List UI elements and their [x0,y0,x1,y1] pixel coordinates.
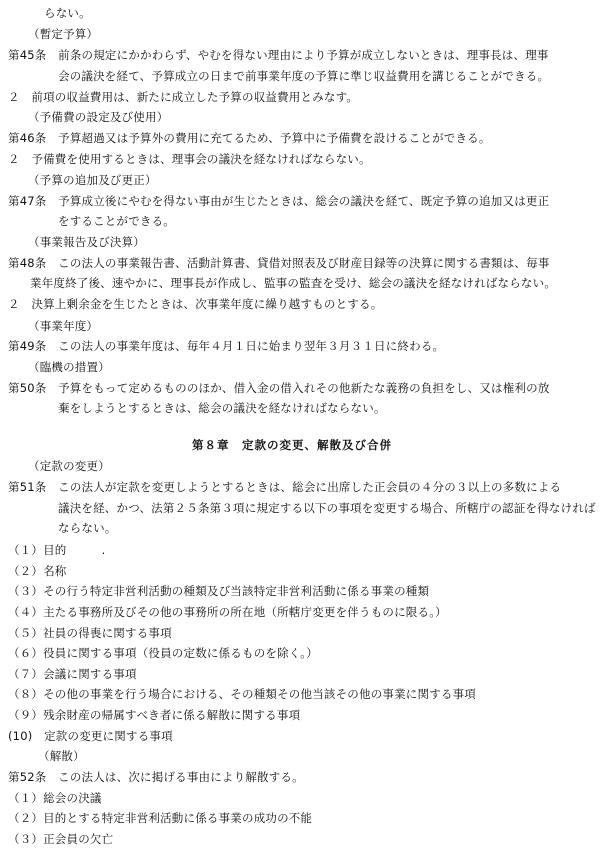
article-49-line-1: 第49条 この法人の事業年度は、毎年４月１日に始まり翌年３月３１日に終わる。 [8,339,445,354]
chapter-8-heading: 第８章 定款の変更、解散及び合併 [192,437,392,452]
list-item-9: （９）残余財産の帰属すべき者に係る解散に関する事項 [8,708,301,723]
list-item-1: （１）目的 . [8,542,106,557]
article-47-line-1: 第47条 予算成立後にやむを得ない事由が生じたときは、総会の議決を経て、既定予算の追加又は更正 [8,193,550,208]
list-item-7: （７）会議に関する事項 [8,666,137,681]
section-label-emergency-measures: （臨機の措置） [28,359,110,374]
article-45-line-1: 第45条 前条の規定にかかわらず、やむを得ない理由により予算が成立しないときは、理事長は、理事 [8,48,549,63]
dissolution-reason-3: （３）正会員の欠亡 [8,832,114,846]
list-item-2: （２）名称 [8,563,67,578]
section-label-articles-amendment: （定款の変更） [28,459,110,474]
article-45-line-2: 会の議決を経て、予算成立の日まで前事業年度の予算に準じ収益費用を講じることができる。 [58,68,550,83]
article-51-line-1: 第51条 この法人が定款を変更しようとするときは、総会に出席した正会員の４分の３以上の多数による [8,480,562,494]
article-48-line-1: 第48条 この法人の事業報告書、活動計算書、貸借対照表及び財産目録等の決算に関する書類は、毎事 [8,255,550,270]
section-label-reserve-fund: （予備費の設定及び使用） [28,110,169,125]
section-label-business-report: （事業報告及び決算） [28,235,145,249]
list-item-3: （３）その行う特定非営利活動の種類及び当該特定非営利活動に係る事業の種類 [8,584,430,599]
list-item-4: （４）主たる事務所及びその他の事務所の所在地（所轄庁変更を伴うものに限る。） [8,604,447,619]
line-continuation: らない。 [44,6,91,20]
list-item-5: （５）社員の得喪に関する事項 [8,625,172,640]
section-label-provisional-budget: （暫定予算） [28,26,99,41]
article-46-paragraph-2: ２ 予備費を使用するときは、理事会の議決を経なければならない。 [8,151,371,166]
article-45-paragraph-2: ２ 前項の収益費用は、新たに成立した予算の収益費用とみなす。 [8,89,359,104]
article-52-line-1: 第52条 この法人は、次に掲げる事由により解散する。 [8,770,304,784]
list-item-6: （６）役員に関する事項（役員の定数に係るものを除く。） [8,646,318,661]
article-51-line-3: ならない。 [58,521,117,536]
section-label-fiscal-year: （事業年度） [28,318,99,333]
dissolution-reason-1: （１）総会の決議 [8,790,102,805]
article-46-line-1: 第46条 予算超過又は予算外の費用に充てるため、予算中に予備費を設けることができる。 [8,130,491,145]
article-47-line-2: をすることができる。 [58,214,175,229]
article-50-line-1: 第50条 予算をもって定めるもののほか、借入金の借入れその他新たな義務の負担をし、又は権利の放 [8,380,550,395]
section-label-dissolution: （解散） [38,749,85,764]
dissolution-reason-2: （２）目的とする特定非営利活動に係る事業の成功の不能 [8,811,313,826]
article-50-line-2: 棄をしようとするときは、総会の議決を経なければならない。 [58,401,386,416]
list-item-8: （８）その他の事業を行う場合における、その種類その他当該その他の事業に関する事項 [8,687,476,702]
article-48-line-2: 業年度終了後、速やかに、理事長が作成し、監事の監査を受け、総会の議決を経なければならない。 [30,276,557,291]
section-label-budget-addition: （予算の追加及び更正） [28,173,157,188]
list-item-10: (10) 定款の変更に関する事項 [8,728,173,743]
article-51-line-2: 議決を経、かつ、法第２５条第３項に規定する以下の事項を変更する場合、所轄庁の認証を得なければ [58,500,596,515]
article-48-paragraph-2: ２ 決算上剰余金を生じたときは、次事業年度に繰り越すものとする。 [8,297,383,311]
